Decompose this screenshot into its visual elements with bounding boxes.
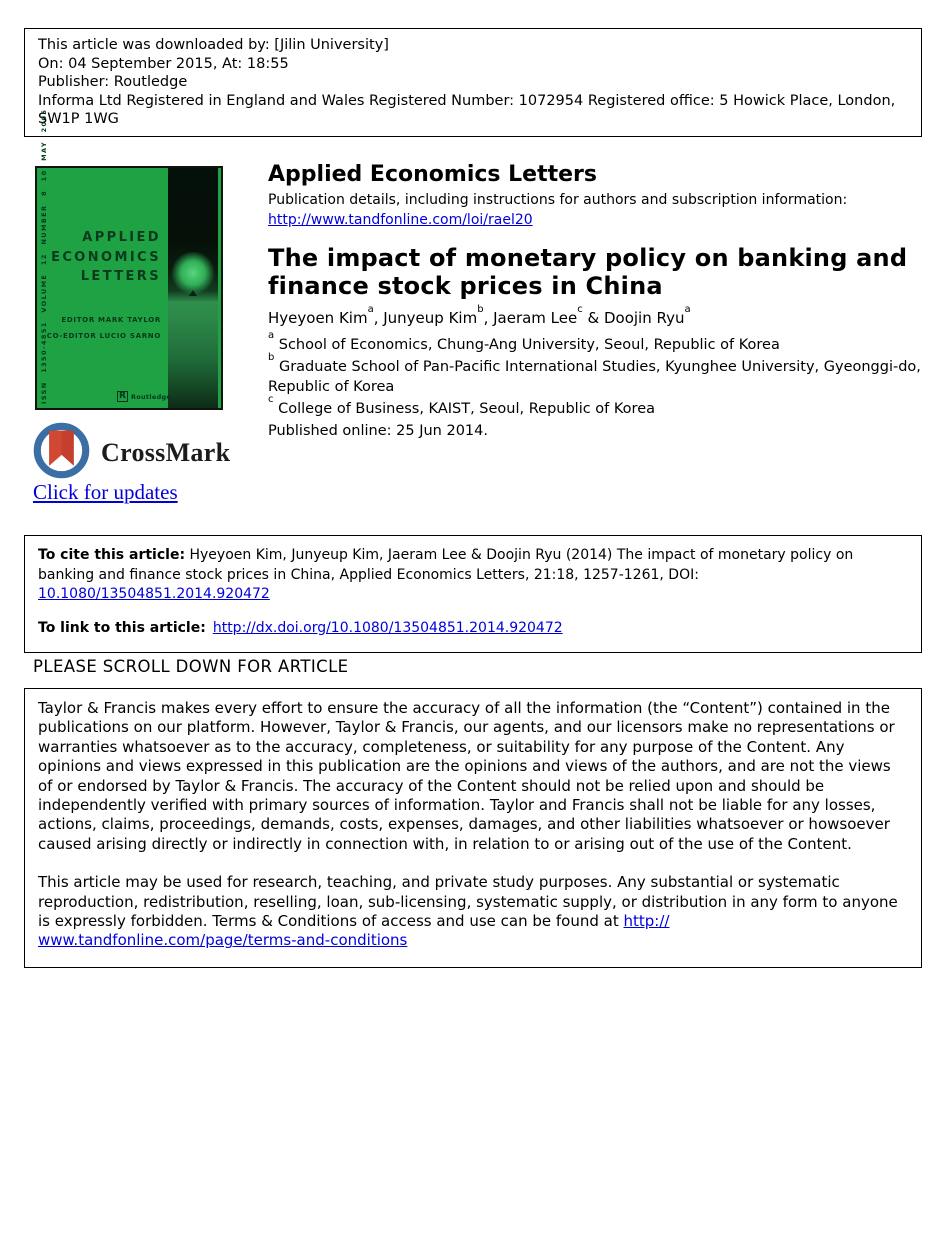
authors-line: Hyeyoen Kim$^a$, Junyeup Kim$^b$, Jaeram Lee$^c$ & Doojin Ryu$^a$ (268, 304, 691, 327)
crossmark-logo-icon (33, 422, 90, 483)
download-info-box (24, 28, 922, 137)
usage-paragraph: This article may be used for research, teaching, and private study purposes. Any substantial or systematic reproduction, redistribution, reselling, loan, sub-licensing, systematic supply, or distribution in any form to anyone is expressly forbidden. Terms & Conditions of access and use can be found at http://www.tandfonline.com/page/terms-and-conditions (38, 873, 898, 950)
doi-link[interactable]: 10.1080/13504851.2014.920472 (38, 586, 270, 602)
crossmark-label: CrossMark (101, 437, 231, 467)
cover-journal-title: APPLIED ECONOMICS LETTERS (51, 230, 161, 284)
link-label: To link to this article: (38, 619, 206, 636)
journal-name: Applied Economics Letters (268, 162, 597, 187)
affiliation-a: $^a$ School of Economics, Chung-Ang University, Seoul, Republic of Korea (268, 330, 780, 353)
downloaded-by-line: This article was downloaded by: [Jilin University] (38, 37, 389, 53)
terms-and-conditions-link[interactable]: http://www.tandfonline.com/page/terms-and-conditions (38, 912, 670, 950)
crossmark-badge[interactable] (33, 422, 230, 483)
cover-editor-lines: EDITOR MARK TAYLOR CO-EDITOR LUCIO SARNO (46, 316, 161, 340)
cite-label: To cite this article: (38, 547, 186, 563)
disclaimer-paragraph: Taylor & Francis makes every effort to ensure the accuracy of all the information (the “Content”) contained in the publications on our platform. However, Taylor & Francis, our agents, and our licensors make no representations or warranties whatsoever as to the accuracy, completeness, or suitability for any purpose of the Content. Any opinions and views expressed in this publication are the opinions and views of the authors, and are not the views of or endorsed by Taylor & Francis. The accuracy of the Content should not be relied upon and should be independently verified with primary sources of information. Taylor and Francis shall not be liable for any losses, actions, claims, proceedings, demands, costs, expenses, damages, and other liabilities whatsoever or howsoever caused arising directly or indirectly in connection with, in relation to or arising out of the use of the Content. (38, 699, 895, 853)
registration-line: Informa Ltd Registered in England and Wales Registered Number: 1072954 Registered office: 5 Howick Place, London, SW1P 1WG (38, 92, 896, 127)
link-paragraph (38, 619, 908, 639)
journal-homepage-link[interactable]: http://www.tandfonline.com/loi/rael20 (268, 212, 533, 228)
affiliation-b: $^b$ Graduate School of Pan-Pacific International Studies, Kyunghee University, Gyeonggi-do, Republic of Korea (268, 352, 921, 395)
routledge-logo-icon: R Routledge (119, 391, 172, 401)
cover-horizon-marker (189, 290, 197, 296)
publisher-line: Publisher: Routledge (38, 74, 188, 90)
cover-art-strip (168, 168, 218, 408)
download-date-line: On: 04 September 2015, At: 18:55 (38, 55, 289, 72)
terms-box (24, 688, 922, 968)
affiliation-c: $^c$ College of Business, KAIST, Seoul, Republic of Korea (268, 394, 655, 417)
cover-spine-text: ISSN 1350-4851 VOLUME 12 NUMBER 8 10 MAY 2005 (40, 108, 48, 404)
article-header (268, 162, 924, 441)
affiliations (268, 330, 924, 419)
scroll-down-notice: PLEASE SCROLL DOWN FOR ARTICLE (33, 657, 349, 676)
publication-details: Publication details, including instructions for authors and subscription information: (268, 192, 848, 208)
published-online-line: Published online: 25 Jun 2014. (268, 423, 488, 439)
click-for-updates-link[interactable]: Click for updates (33, 480, 178, 504)
cite-paragraph: To cite this article: Hyeyoen Kim, Junyeup Kim, Jaeram Lee & Doojin Ryu (2014) The impact of monetary policy on banking and finance stock prices in China, Applied Economics Letters, 21:18, 1257-1261, DOI: 10.1080/13504851.2014.920472 (38, 547, 854, 602)
journal-cover-image (35, 108, 223, 410)
cover-glow-orb (171, 252, 215, 294)
citation-box (24, 535, 922, 653)
dx-doi-link[interactable]: http://dx.doi.org/10.1080/13504851.2014.920472 (212, 619, 563, 636)
article-title: The impact of monetary policy on banking and finance stock prices in China (268, 244, 908, 300)
